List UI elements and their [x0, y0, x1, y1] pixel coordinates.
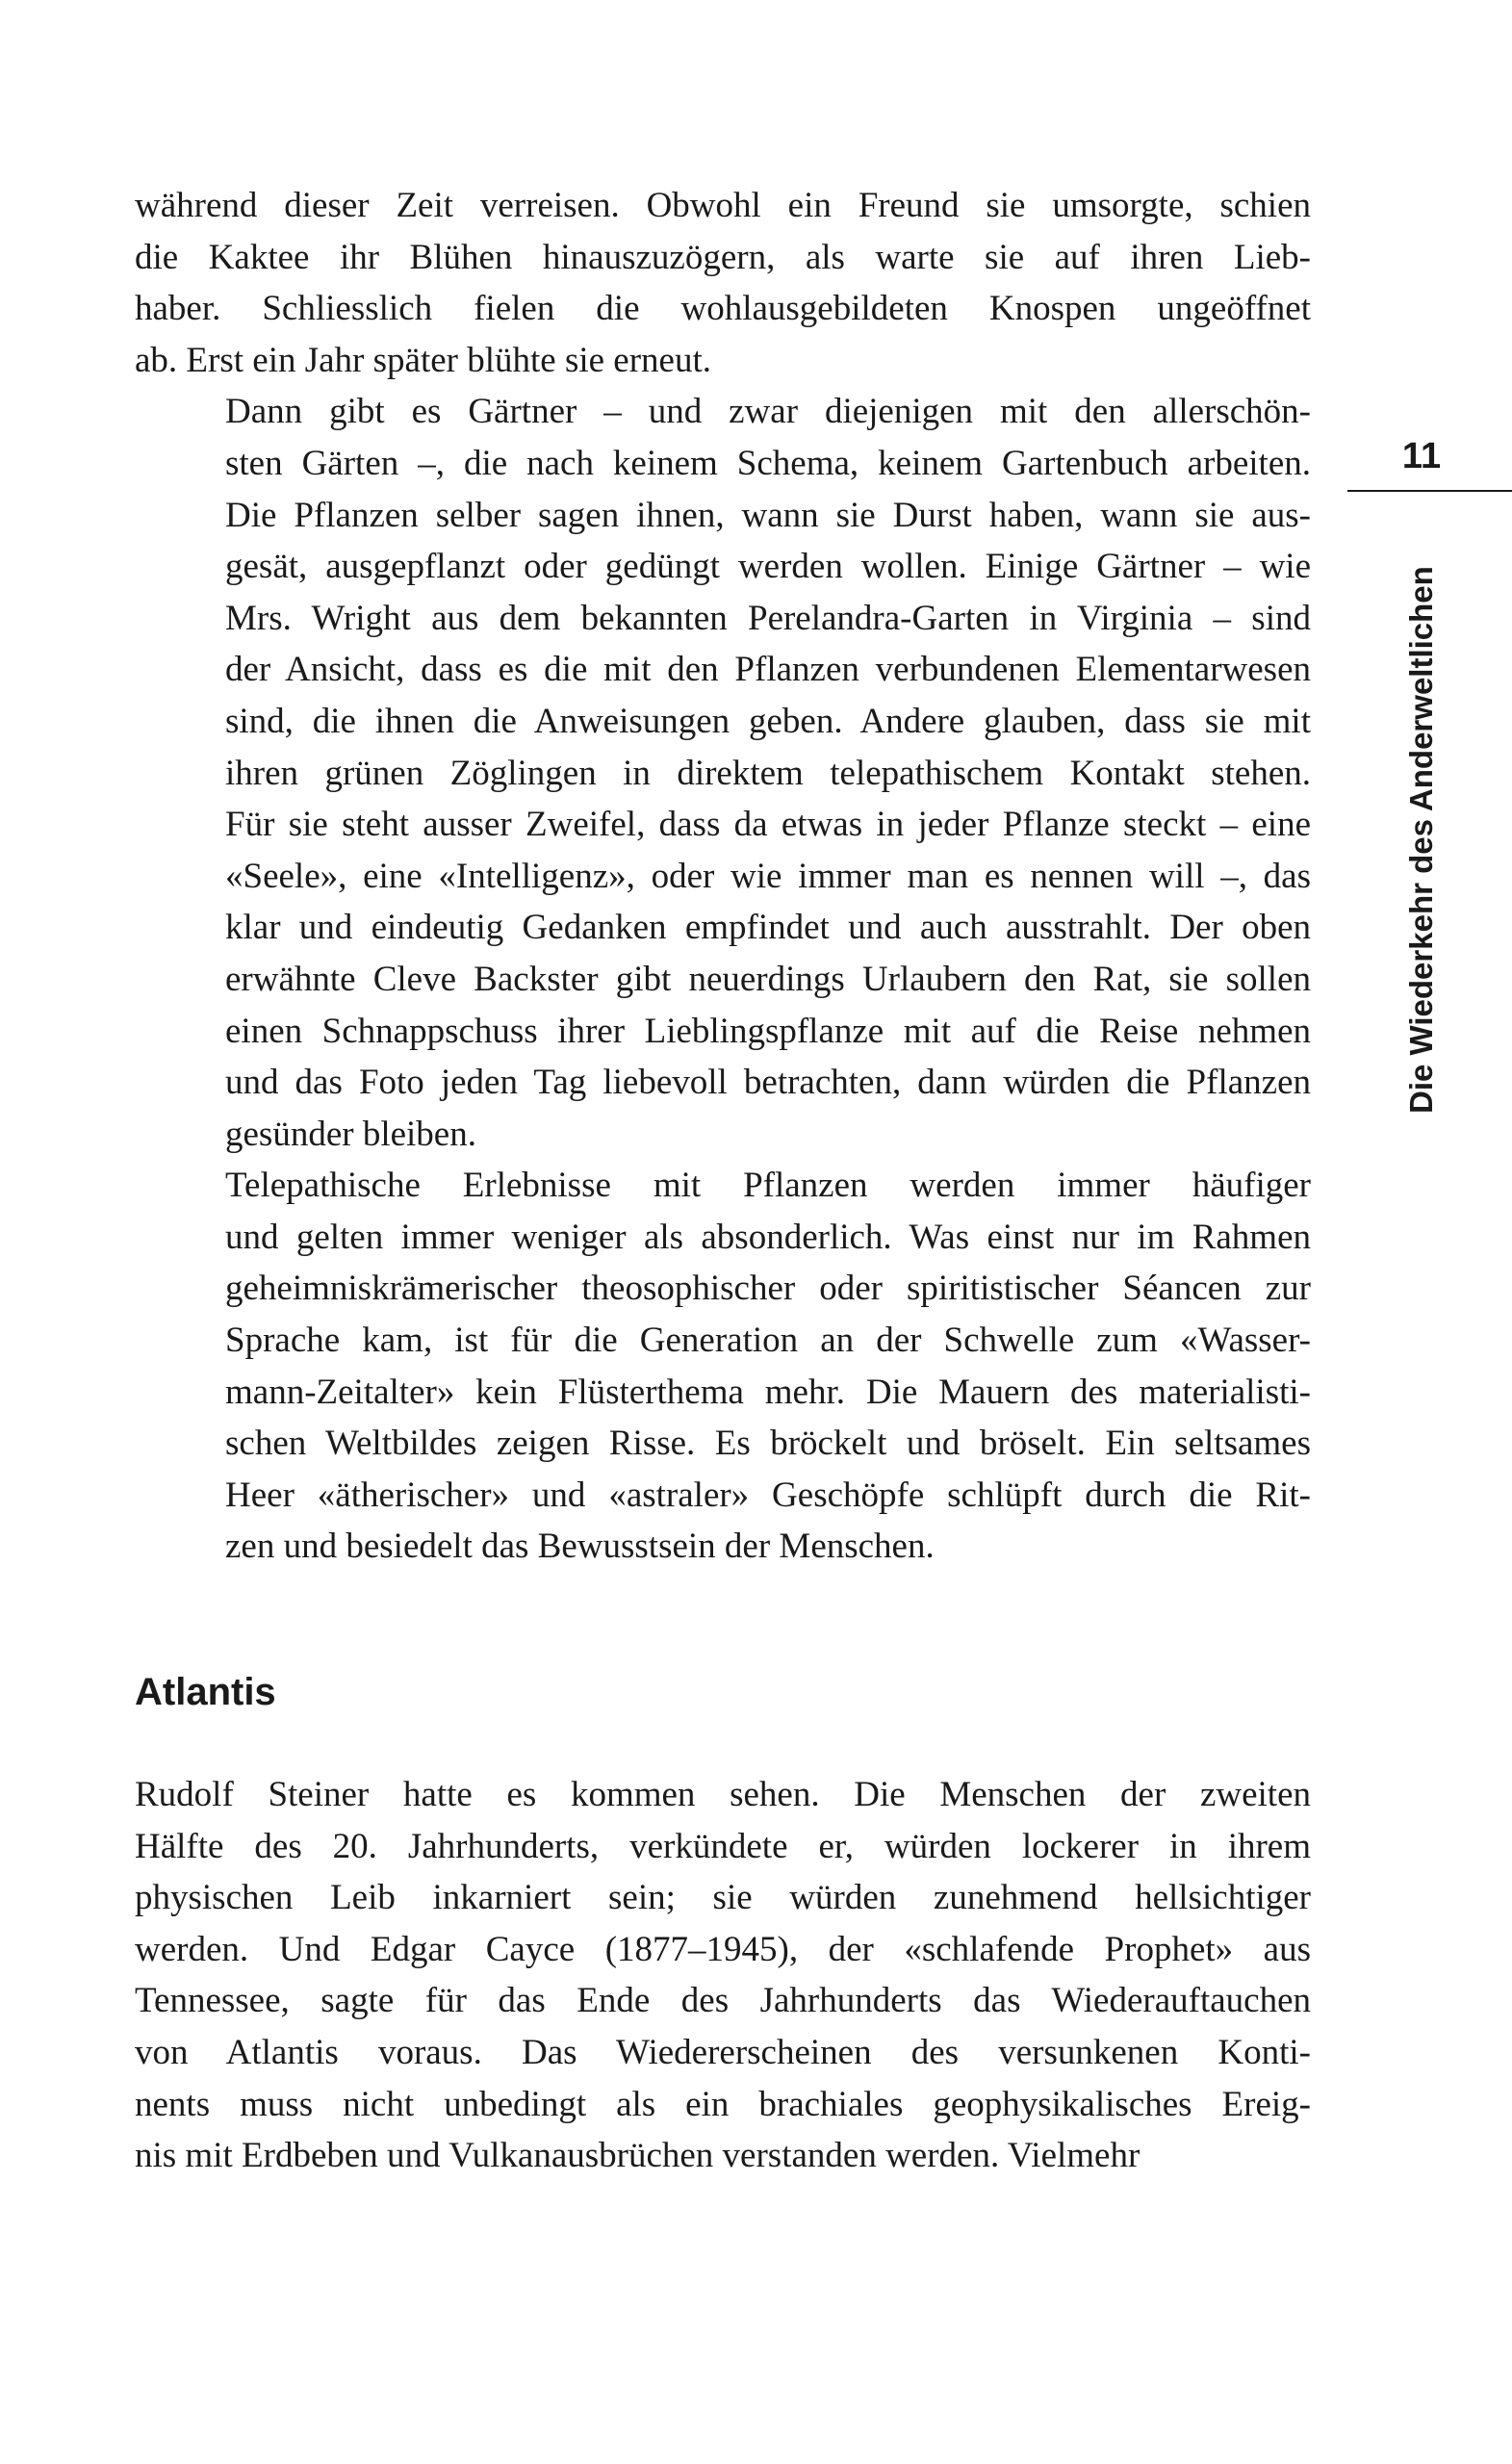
text-line: Rudolf Steiner hatte es kommen sehen. Die Menschen der zweiten [135, 1775, 1311, 1814]
text-line: Telepathische Erlebnisse mit Pflanzen werden immer häufiger [225, 1166, 1311, 1206]
text-line: gesünder bleiben. [225, 1114, 476, 1154]
text-line: Mrs. Wright aus dem bekannten Perelandra-Garten in Virginia – sind [225, 598, 1311, 638]
text-line: nents muss nicht unbedingt als ein brachiales geophysikalisches Ereig- [135, 2084, 1311, 2124]
text-line: geheimniskrämerischer theosophischer oder spiritistischer Séancen zur [225, 1269, 1311, 1309]
text-line: während dieser Zeit verreisen. Obwohl ein Freund sie umsorgte, schien [135, 186, 1311, 225]
paragraph [135, 386, 1311, 1160]
text-line: Heer «ätherischer» und «astraler» Geschöpfe schlüpft durch die Rit- [225, 1475, 1311, 1515]
text-line: sind, die ihnen die Anweisungen geben. Andere glauben, dass sie mit [225, 701, 1311, 741]
text-line: gesät, ausgepflanzt oder gedüngt werden wollen. Einige Gärtner – wie [225, 547, 1311, 587]
text-line: werden. Und Edgar Cayce (1877–1945), der «schlafende Prophet» aus [135, 1929, 1311, 1969]
text-line: Dann gibt es Gärtner – und zwar diejenigen mit den allerschön- [225, 392, 1311, 432]
text-line: mann-Zeitalter» kein Flüsterthema mehr. Die Mauern des materialisti- [225, 1372, 1311, 1412]
text-line: ihren grünen Zöglingen in direktem telepathischem Kontakt stehen. [225, 753, 1311, 793]
text-line: einen Schnappschuss ihrer Lieblingspflanze mit auf die Reise nehmen [225, 1011, 1311, 1051]
text-line: Für sie steht ausser Zweifel, dass da etwas in jeder Pflanze steckt – eine [225, 805, 1311, 845]
page-number: 11 [1401, 436, 1442, 476]
text-line: sten Gärten –, die nach keinem Schema, keinem Gartenbuch arbeiten. [225, 443, 1311, 483]
text-line: der Ansicht, dass es die mit den Pflanzen verbundenen Elementarwesen [225, 650, 1311, 690]
text-line: Die Pflanzen selber sagen ihnen, wann sie Durst haben, wann sie aus- [225, 495, 1311, 535]
text-line: haber. Schliesslich fielen die wohlausgebildeten Knospen ungeöffnet [135, 289, 1311, 329]
text-line: von Atlantis voraus. Das Wiedererscheinen des versunkenen Konti- [135, 2032, 1311, 2072]
text-line: zen und besiedelt das Bewusstsein der Menschen. [225, 1527, 935, 1567]
text-line: und gelten immer weniger als absonderlich. Was einst nur im Rahmen [225, 1217, 1311, 1257]
text-line: Sprache kam, ist für die Generation an der Schwelle zum «Wasser- [225, 1321, 1311, 1361]
paragraph [135, 1769, 1311, 2182]
section-heading: Atlantis [135, 1671, 276, 1713]
running-head: Die Wiederkehr des Anderweltlichen [1403, 566, 1439, 1114]
text-line: nis mit Erdbeben und Vulkanausbrüchen verstanden werden. Vielmehr [135, 2136, 1140, 2176]
header-rule [1347, 490, 1512, 492]
text-line: Hälfte des 20. Jahrhunderts, verkündete er, würden lockerer in ihrem [135, 1826, 1311, 1866]
text-line: schen Weltbildes zeigen Risse. Es bröckelt und bröselt. Ein seltsames [225, 1424, 1311, 1464]
text-line: erwähnte Cleve Backster gibt neuerdings Urlaubern den Rat, sie sollen [225, 959, 1311, 999]
text-line: «Seele», eine «Intelligenz», oder wie immer man es nennen will –, das [225, 856, 1311, 896]
text-line: physischen Leib inkarniert sein; sie würden zunehmend hellsichtiger [135, 1878, 1311, 1918]
text-line: die Kaktee ihr Blühen hinauszuzögern, als warte sie auf ihren Lieb- [135, 237, 1311, 277]
body-text-section-1 [135, 180, 1311, 1573]
text-line: und das Foto jeden Tag liebevoll betrachten, dann würden die Pflanzen [225, 1063, 1311, 1103]
paragraph [135, 1160, 1311, 1573]
text-line: klar und eindeutig Gedanken empfindet und auch ausstrahlt. Der oben [225, 908, 1311, 948]
text-line: Tennessee, sagte für das Ende des Jahrhunderts das Wiederauftauchen [135, 1981, 1311, 2021]
text-line: ab. Erst ein Jahr später blühte sie erneut. [135, 340, 711, 380]
paragraph [135, 180, 1311, 386]
body-text-section-2 [135, 1769, 1311, 2182]
